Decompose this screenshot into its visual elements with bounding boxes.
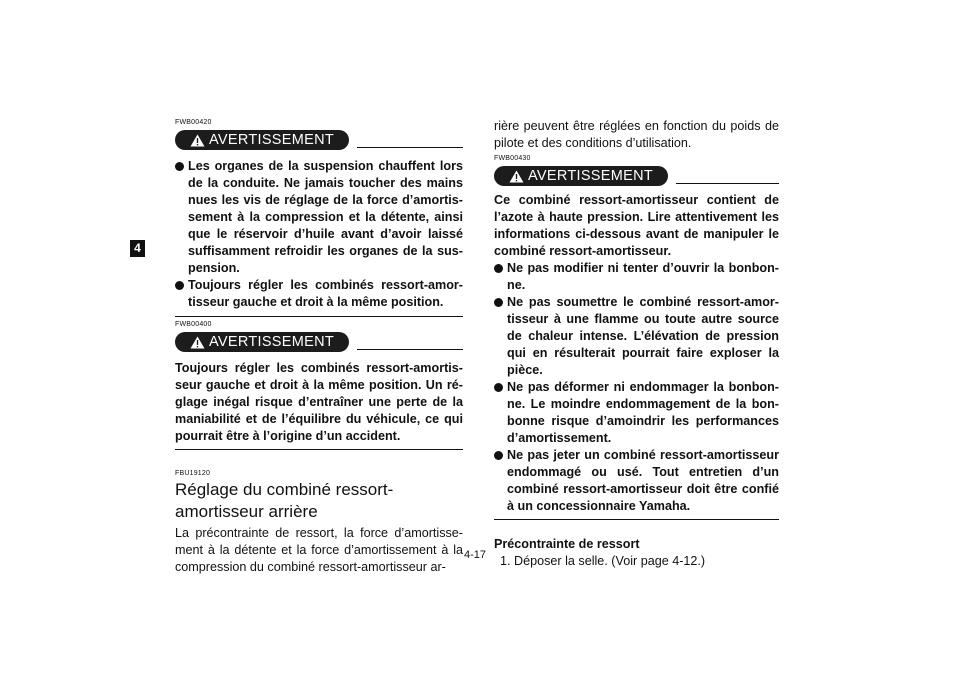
warning-end-rule [175,316,463,317]
chapter-tab: 4 [130,240,145,257]
warning-badge [494,166,668,186]
list-item: Toujours régler les combinés ressort-amor-tisseur gauche et droit à la même position. [175,277,463,311]
warning-triangle-icon [509,170,524,183]
list-item: Ne pas soumettre le combiné ressort-amor-tisseur à une flamme ou toute autre source de chaleur intense. L’élévation de pression qui en résulterait pourrait faire exploser la pièce. [494,294,779,379]
warning-bullet-list [175,158,463,311]
right-column [494,118,779,570]
warning-triangle-icon [190,134,205,147]
warning-intro: Ce combiné ressort-amortisseur contient de l’azote à haute pression. Lire attentivement les informations ci-dessous avant de manipuler le combiné ressort-amortisseur. [494,193,779,258]
left-column [175,118,463,576]
list-item: Ne pas déformer ni endommager la bonbon-ne. Le moindre endommagement de la bon-bonne risque d’amoindrir les performances d’amortissement. [494,379,779,447]
warning-header [175,330,463,352]
warning-triangle-icon [190,336,205,349]
warning-rule [357,349,463,350]
list-item: Ne pas jeter un combiné ressort-amortisseur endommagé ou usé. Tout entretien d’un combiné ressort-amortisseur doit être confié à un concessionnaire Yamaha. [494,447,779,515]
warning-bullet-list [494,260,779,515]
warning-end-rule [175,449,463,450]
section-body: La précontrainte de ressort, la force d’amortisse-ment à la détente et la force d’amortissement à la compression du combiné ressort-amortisseur ar- [175,526,463,574]
bullet-icon [494,298,503,307]
warning-code: FWB00430 [494,155,531,162]
warning-text: Toujours régler les combinés ressort-amortis-seur gauche et droit à la même position. Un ré-glage inégal risque d’entraîner une perte de la maniabilité et de l’équilibre du véhicule, ce qui pourrait être à l’origine d’un accident. [175,361,463,443]
warning-rule [357,147,463,148]
bullet-icon [175,162,184,171]
section-title: Réglage du combiné ressort- amortisseur arrière [175,480,394,521]
warning-label: AVERTISSEMENT [527,168,654,184]
continued-text: rière peuvent être réglées en fonction du poids de pilote et des conditions d’utilisation. [494,119,779,150]
warning-rule [676,183,779,184]
bullet-icon [494,264,503,273]
warning-badge [175,332,349,352]
warning-end-rule [494,519,779,520]
list-item: Ne pas modifier ni tenter d’ouvrir la bonbon-ne. [494,260,779,294]
bullet-icon [494,451,503,460]
warning-code: FWB00400 [175,321,212,328]
bullet-icon [175,281,184,290]
subheading: Précontrainte de ressort [494,537,640,551]
warning-header [175,128,463,150]
section-code: FBU19120 [175,470,211,477]
warning-label: AVERTISSEMENT [208,334,335,350]
list-item: Les organes de la suspension chauffent lors de la conduite. Ne jamais toucher des mains nues les vis de réglage de la force d’amortis-sement à la compression et la détente, ainsi que le réservoir d’huile avant d’avoir laissé suffisamment refroidir les organes de la sus-pension. [175,158,463,277]
warning-label: AVERTISSEMENT [208,132,335,148]
warning-badge [175,130,349,150]
bullet-icon [494,383,503,392]
warning-code: FWB00420 [175,119,212,126]
step-item: 1. Déposer la selle. (Voir page 4-12.) [500,554,706,568]
warning-header [494,164,779,186]
page-number: 4-17 [464,549,487,561]
